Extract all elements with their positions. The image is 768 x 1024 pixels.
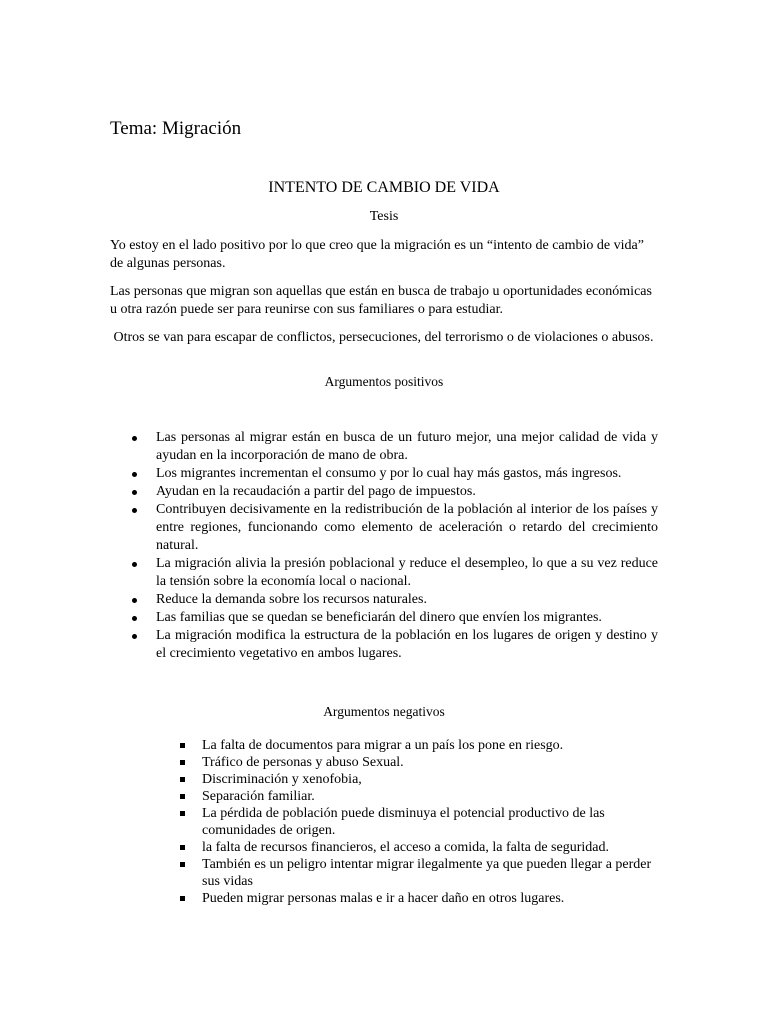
square-bullet-icon	[180, 760, 185, 765]
positive-heading: Argumentos positivos	[324, 374, 444, 389]
square-bullet-icon	[180, 811, 185, 816]
list-item: Pueden migrar personas malas e ir a hacer daño en otros lugares.	[176, 890, 661, 907]
bullet-icon	[132, 490, 137, 495]
list-item: Las familias que se quedan se beneficiarán del dinero que envíen los migrantes.	[128, 609, 658, 627]
bullet-icon	[132, 508, 137, 513]
list-item: La falta de documentos para migrar a un país los pone en riesgo.	[176, 737, 661, 754]
negative-arguments-list	[176, 737, 661, 907]
body-paragraph: Otros se van para escapar de conflictos, persecuciones, del terrorismo o de violaciones o abusos.	[110, 330, 654, 345]
bullet-icon	[132, 598, 137, 603]
bullet-icon	[132, 616, 137, 621]
bullet-icon	[132, 472, 137, 477]
list-item: la falta de recursos financieros, el acceso a comida, la falta de seguridad.	[176, 839, 661, 856]
square-bullet-icon	[180, 794, 185, 799]
list-item: Las personas al migrar están en busca de un futuro mejor, una mejor calidad de vida y ayudan en la incorporación de mano de obra.	[128, 429, 658, 465]
list-item: Separación familiar.	[176, 788, 661, 805]
list-item: Los migrantes incrementan el consumo y por lo cual hay más gastos, más ingresos.	[128, 465, 658, 483]
document-title: INTENTO DE CAMBIO DE VIDA	[268, 179, 500, 196]
bullet-icon	[132, 562, 137, 567]
square-bullet-icon	[180, 896, 185, 901]
list-item: Tráfico de personas y abuso Sexual.	[176, 754, 661, 771]
bullet-icon	[132, 634, 137, 639]
square-bullet-icon	[180, 743, 185, 748]
list-item: También es un peligro intentar migrar ilegalmente ya que pueden llegar a perder sus vidas	[176, 856, 661, 890]
thesis-paragraph: Yo estoy en el lado positivo por lo que creo que la migración es un “intento de cambio de vida” de algunas personas.	[110, 238, 644, 271]
square-bullet-icon	[180, 862, 185, 867]
bullet-icon	[132, 436, 137, 441]
negative-heading: Argumentos negativos	[323, 704, 445, 719]
square-bullet-icon	[180, 845, 185, 850]
list-item: La pérdida de población puede disminuya el potencial productivo de las comunidades de origen.	[176, 805, 661, 839]
list-item: Contribuyen decisivamente en la redistribución de la población al interior de los países y entre regiones, funcionando como elemento de aceleración o retardo del crecimiento natural.	[128, 501, 658, 555]
thesis-label: Tesis	[369, 209, 399, 224]
topic-heading: Tema: Migración	[110, 118, 242, 139]
square-bullet-icon	[180, 777, 185, 782]
list-item: La migración alivia la presión poblacional y reduce el desempleo, lo que a su vez reduce la tensión sobre la economía local o nacional.	[128, 555, 658, 591]
body-paragraph: Las personas que migran son aquellas que están en busca de trabajo u oportunidades económicas u otra razón puede ser para reunirse con sus familiares o para estudiar.	[110, 284, 652, 317]
list-item: Discriminación y xenofobia,	[176, 771, 661, 788]
list-item: Ayudan en la recaudación a partir del pago de impuestos.	[128, 483, 658, 501]
list-item: Reduce la demanda sobre los recursos naturales.	[128, 591, 658, 609]
positive-arguments-list	[128, 429, 658, 663]
list-item: La migración modifica la estructura de la población en los lugares de origen y destino y el crecimiento vegetativo en ambos lugares.	[128, 627, 658, 663]
